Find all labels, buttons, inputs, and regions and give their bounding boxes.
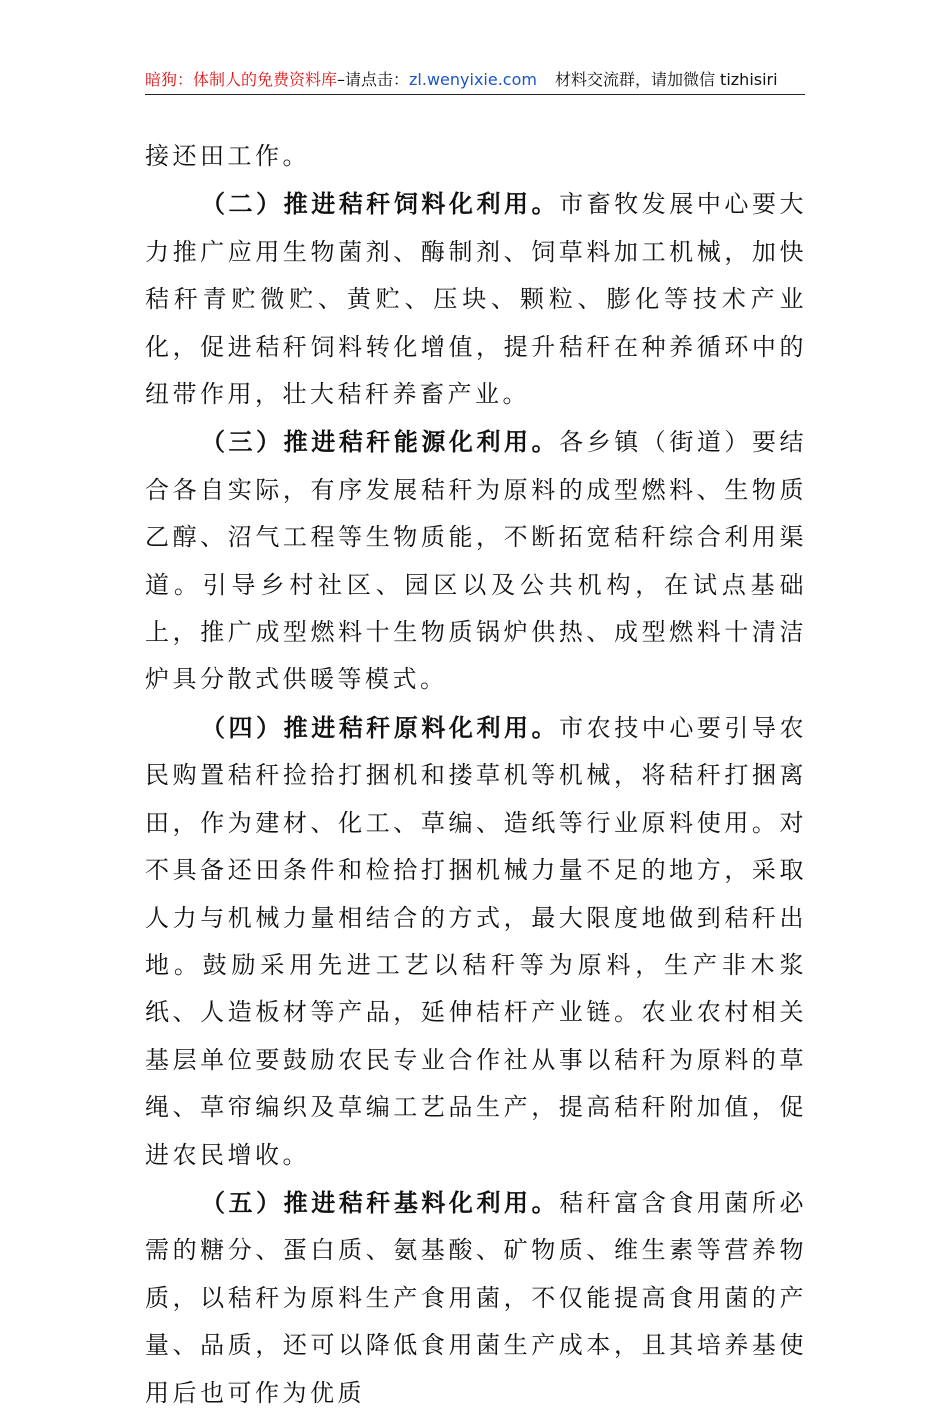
header-site-name: 暗狗：体制人的免费资料库 [145,70,338,89]
paragraph-feed-utilization [145,180,807,418]
section-text: 各乡镇（街道）要结合各自实际，有序发展秸秆为原料的成型燃料、生物质乙醇、沼气工程等生物质能，不断拓宽秸秆综合利用渠道。引导乡村社区、园区以及公共机构，在试点基础上，推广成型燃料十生物质锅炉供热、成型燃料十清洁炉具分散式供暖等模式。 [145,428,808,694]
paragraph-continuation: 接还田工作。 [145,142,310,170]
section-heading: （四）推进秸秆原料化利用。 [201,712,560,742]
section-text: 秸秆富含食用菌所必需的糖分、蛋白质、氨基酸、矿物质、维生素等营养物质，以秸秆为原料生产食用菌，不仅能提高食用菌的产量、品质，还可以降低食用菌生产成本，且其培养基使用后也可作为优质 [145,1188,808,1407]
paragraph-substrate-utilization [145,1179,807,1417]
section-heading: （二）推进秸秆饲料化利用。 [201,189,560,219]
header-wechat-note: 材料交流群，请加微信 tizhisiri [554,70,778,89]
section-text: 市农技中心要引导农民购置秸秆捡拾打捆机和搂草机等机械，将秸秆打捆离田，作为建材、化工、草编、造纸等行业原料使用。对不具备还田条件和检拾打捆机械力量不足的地方，采取人力与机械力量相结合的方式，最大限度地做到秸秆出地。鼓励采用先进工艺以秸秆等为原料，生产非木浆纸、人造板材等产品，延伸桔杆产业链。农业农村相关基层单位要鼓励农民专业合作社从事以秸秆为原料的草绳、草帘编织及草编工艺品生产，提高秸秆附加值，促进农民增收。 [145,713,808,1169]
page-header [145,68,805,95]
paragraph-energy-utilization [145,418,807,703]
header-link[interactable]: zl.wenyixie.com [409,70,537,89]
section-heading: （五）推进秸秆基料化利用。 [201,1187,560,1217]
document-body [145,132,807,1417]
paragraph-raw-material-utilization [145,704,807,1179]
section-text: 市畜牧发展中心要大力推广应用生物菌剂、酶制剂、饲草料加工机械，加快秸秆青贮微贮、黄贮、压块、颗粒、膨化等技术产业化，促进秸秆饲料转化增值，提升秸秆在种养循环中的纽带作用，壮大秸秆养畜产业。 [145,190,808,409]
header-click-prompt: –请点击： [337,70,410,89]
section-heading: （三）推进秸秆能源化利用。 [201,427,560,457]
